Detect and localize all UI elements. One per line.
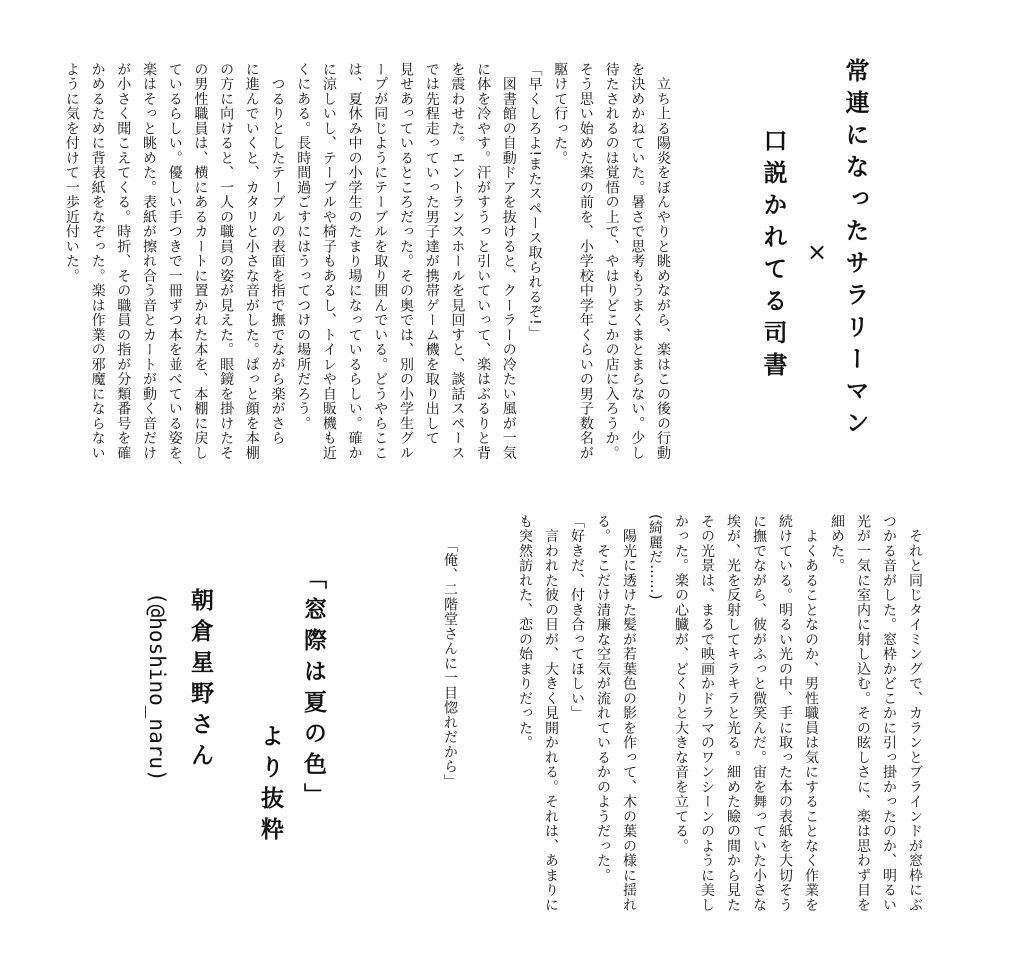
text-column: そう思い始めた楽の前を、小学校中学年くらいの男子数名が — [577, 62, 594, 461]
title-line-1: 常連になったサラリーマン — [841, 58, 869, 442]
text-column: それと同じタイミングで、カランとブラインドが窓枠にぶ — [907, 514, 923, 913]
text-column: 光が一気に室内に射し込む。その眩しさに、楽は思わず目を — [855, 514, 871, 913]
text-column: よくあることなのか、男性職員は気にすることなく作業を — [803, 514, 819, 913]
text-column: の男性職員は、横にあるカートに置かれた本を、本棚に戻し — [192, 62, 209, 461]
text-column: ープが同じようにテーブルを取り囲んでいる。どうやらここ — [372, 62, 389, 461]
text-column: 埃が、光を反射してキラキラと光る。細めた瞼の間から見た — [725, 514, 741, 913]
text-column: 細めた。 — [829, 514, 845, 573]
text-column: を決めかねていた。暑さで思考もうまくまとまらない。少し — [629, 62, 646, 461]
text-column: る。そこだけ清廉な空気が流れているかのようだった。 — [595, 514, 611, 883]
text-column: を震わせた。エントランスホールを見回すと、談話スペース — [449, 62, 466, 461]
text-column: 「好きだ、付き合ってほしい」 — [569, 514, 585, 721]
text-column: 駆けて行った。 — [552, 62, 569, 166]
text-column: つかる音がした。窓枠かどこかに引っ掛かったのか、明るい — [881, 514, 897, 913]
author-name: 朝倉星野さん — [187, 588, 213, 774]
text-column: では先程走っていった男子達が携帯ゲーム機を取り出して — [423, 62, 440, 446]
text-column: (綺麗だ……) — [647, 514, 663, 601]
text-column: ているらしい。優しい手つきで一冊ずつ本を並べている姿を、 — [166, 62, 183, 475]
text-column: が小さく聞こえてくる。時折、その職員の指が分類番号を確 — [115, 62, 132, 461]
text-column: 陽光に透けた髪が若葉色の影を作って、木の葉の様に揺れ — [621, 514, 637, 913]
text-column: 言われた彼の目が、大きく見開かれる。それは、あまりに — [543, 514, 559, 913]
text-column: は、夏休み中の小学生のたまり場になっているらしい。確か — [346, 62, 363, 461]
text-column: 楽はそっと眺めた。表紙が擦れ合う音とカートが動く音だけ — [141, 62, 157, 461]
text-column: ように気を付けて一歩近付いた。 — [63, 62, 80, 284]
excerpt-note: より抜粋 — [257, 724, 283, 848]
author-handle: (@hoshino_naru) — [145, 592, 169, 782]
text-column: 立ち上る陽炎をぼんやりと眺めながら、楽はこの後の行動 — [655, 62, 671, 461]
text-column: その光景は、まるで映画かドラマのワンシーンのように美し — [699, 514, 715, 913]
text-column: かった。楽の心臓が、どくりと大きな音を立てる。 — [673, 514, 689, 854]
text-column: に進んでいくと、カタリと小さな音がした。ぱっと顔を本棚 — [243, 62, 260, 461]
text-column: かめるために背表紙をなぞった。楽は作業の邪魔にならない — [89, 62, 106, 461]
text-column: 図書館の自動ドアを抜けると、クーラーの冷たい風が一気 — [500, 62, 517, 461]
text-column: に涼しいし、テーブルや椅子もあるし、トイレや自販機も近 — [320, 62, 337, 461]
text-column: 見せあっているところだった。その奥では、別の小学生グル — [398, 62, 414, 461]
work-title: 「窓際は夏の色」 — [300, 566, 326, 814]
text-column: に撫でながら、彼がふっと微笑んだ。宙を舞っていた小さな — [751, 514, 767, 913]
closing-line: 「俺、二階堂さんに一目惚れだから」 — [442, 538, 458, 789]
text-column: 「早くしろよ!またスペース取られるぞ!」 — [526, 62, 543, 341]
text-column: くにある。長時間過ごすにはうってつけの場所だろう。 — [295, 62, 312, 431]
text-column: 続けている。明るい光の中、手に取った本の表紙を大切そう — [777, 514, 793, 913]
title-line-2: 口説かれてる司書 — [759, 128, 787, 384]
text-column: つるりとしたテーブルの表面を指で撫でながら楽がさら — [269, 62, 286, 446]
text-column: も突然訪れた、恋の始まりだった。 — [517, 514, 533, 750]
text-column: 待たされるのは覚悟の上で、やはりどこかの店に入ろうか。 — [603, 62, 620, 461]
text-column: に体を冷やす。汗がすうっと引いていって、楽はぶるりと背 — [475, 62, 492, 461]
text-column: の方に向けると、一人の職員の姿が見えた。眼鏡を掛けたそ — [218, 62, 235, 461]
title-cross: × — [803, 238, 831, 274]
